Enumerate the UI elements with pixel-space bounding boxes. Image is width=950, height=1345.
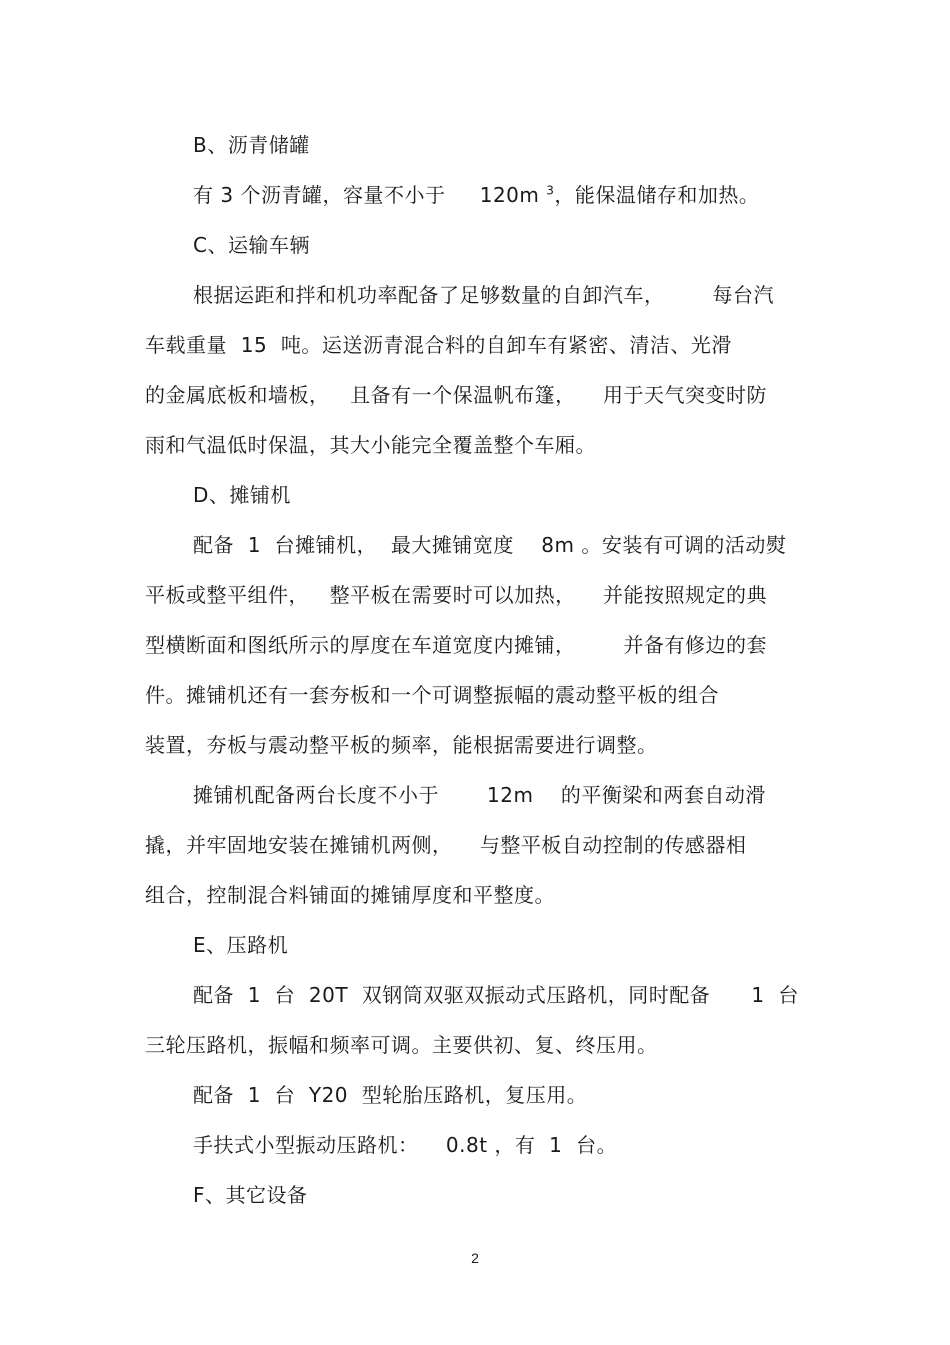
section-heading-f: F、其它设备: [193, 1183, 308, 1207]
paragraph-line: 雨和气温低时保温，其大小能完全覆盖整个车厢。: [145, 433, 596, 457]
paragraph-line: 的金属底板和墙板， 且备有一个保温帆布篷， 用于天气突变时防: [145, 383, 768, 407]
superscript: 3: [546, 183, 555, 198]
paragraph-line: 车载重量 15 吨。运送沥青混合料的自卸车有紧密、清洁、光滑: [145, 333, 732, 357]
paragraph-line: 配备 1 台摊铺机， 最大摊铺宽度 8m 。安装有可调的活动熨: [193, 533, 787, 557]
section-heading-d: D、摊铺机: [193, 483, 291, 507]
section-heading-e: E、压路机: [193, 933, 289, 957]
paragraph-line: 配备 1 台 Y20 型轮胎压路机，复压用。: [193, 1083, 588, 1107]
text-span: 有 3 个沥青罐，容量不小于 120m: [193, 183, 547, 207]
paragraph-line: 平板或整平组件， 整平板在需要时可以加热， 并能按照规定的典: [145, 583, 768, 607]
paragraph-line: 型横断面和图纸所示的厚度在车道宽度内摊铺， 并备有修边的套: [145, 633, 768, 657]
paragraph-line: 三轮压路机，振幅和频率可调。主要供初、复、终压用。: [145, 1033, 658, 1057]
paragraph-line: 撬，并牢固地安装在摊铺机两侧， 与整平板自动控制的传感器相: [145, 833, 747, 857]
page-number: 2: [471, 1250, 479, 1266]
paragraph-line: [193, 181, 759, 209]
paragraph-line: 根据运距和拌和机功率配备了足够数量的自卸汽车， 每台汽: [193, 283, 775, 307]
section-heading-b: B、沥青储罐: [193, 133, 310, 157]
paragraph-line: 装置，夯板与震动整平板的频率，能根据需要进行调整。: [145, 733, 658, 757]
paragraph-line: 件。摊铺机还有一套夯板和一个可调整振幅的震动整平板的组合: [145, 683, 719, 707]
paragraph-line: 手扶式小型振动压路机： 0.8t ，有 1 台。: [193, 1133, 618, 1157]
paragraph-line: 组合，控制混合料铺面的摊铺厚度和平整度。: [145, 883, 555, 907]
paragraph-line: 摊铺机配备两台长度不小于 12m 的平衡梁和两套自动滑: [193, 783, 766, 807]
section-heading-c: C、运输车辆: [193, 233, 310, 257]
paragraph-line: 配备 1 台 20T 双钢筒双驱双振动式压路机，同时配备 1 台: [193, 983, 799, 1007]
text-span: ，能保温储存和加热。: [554, 183, 760, 207]
